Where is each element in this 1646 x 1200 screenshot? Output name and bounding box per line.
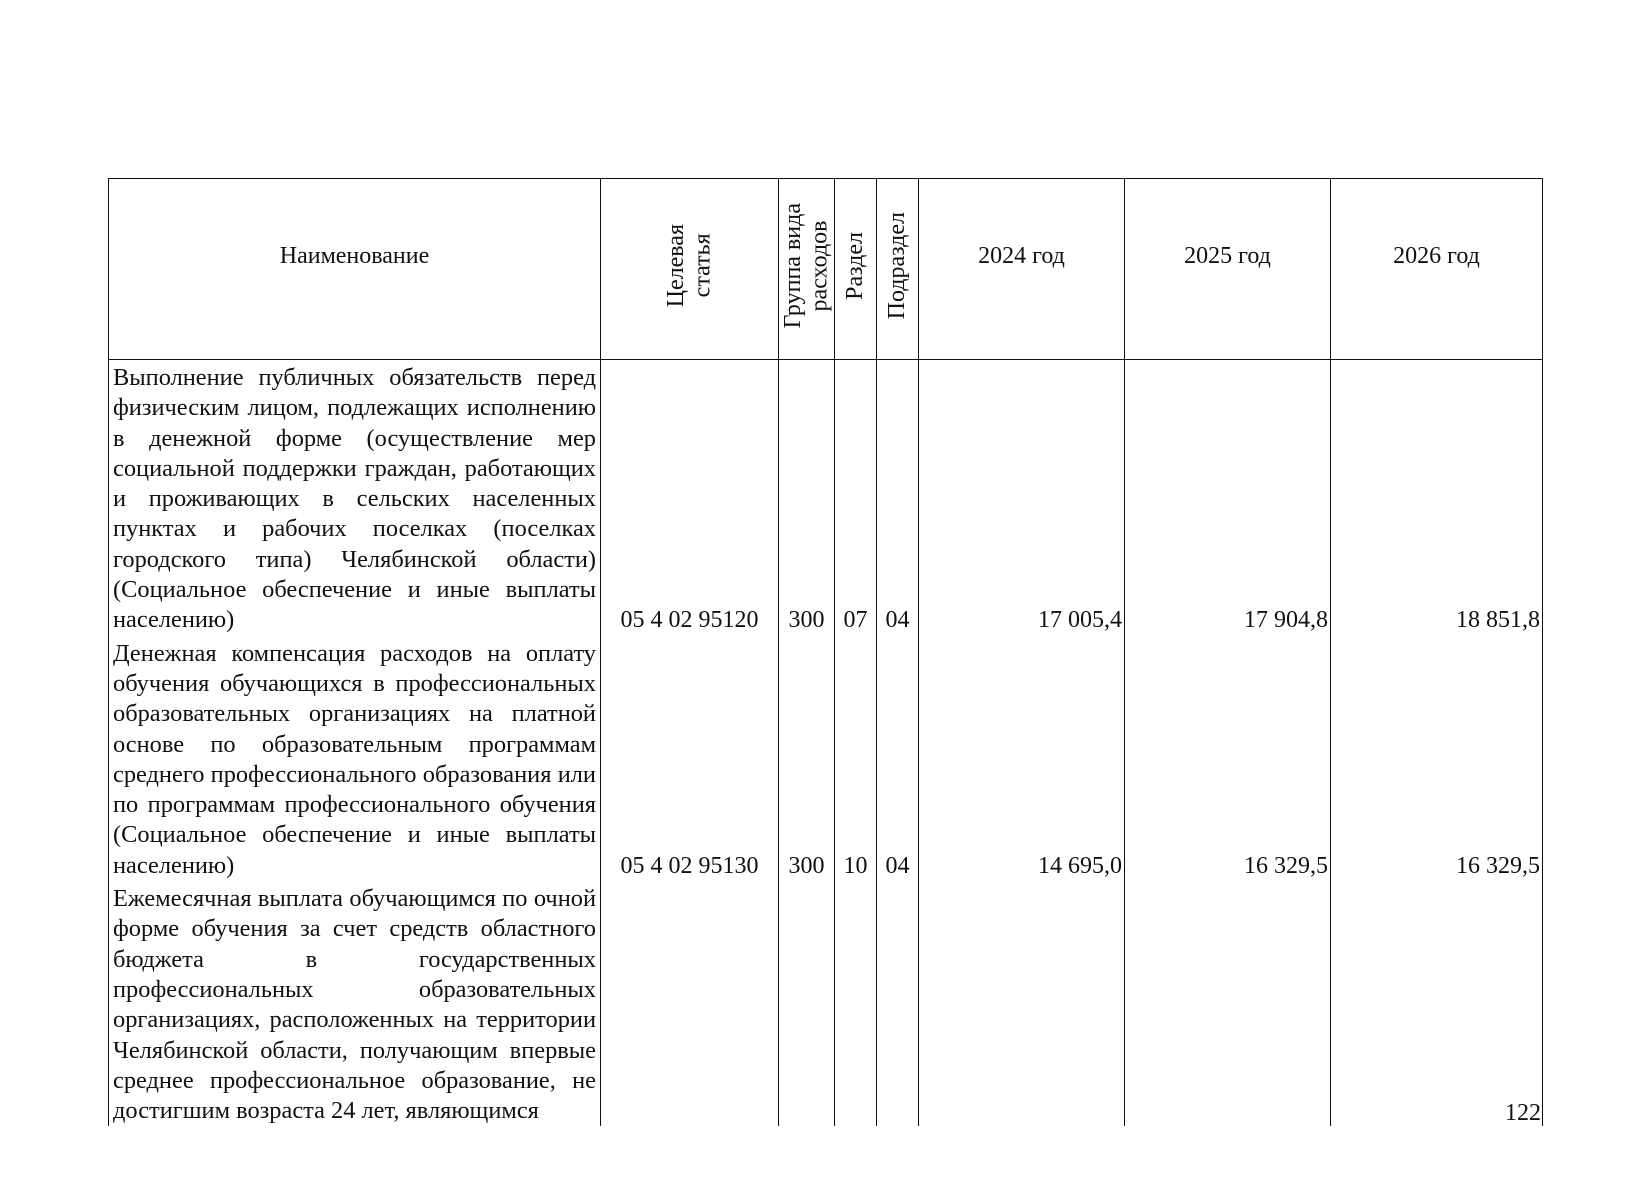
row-section (835, 881, 877, 1126)
table-row (109, 636, 1543, 881)
header-year-2025: 2025 год (1125, 179, 1331, 360)
row-subsection: 04 (877, 360, 919, 636)
row-subsection (877, 881, 919, 1126)
row-value-2026: 18 851,8 (1331, 360, 1543, 636)
table-row (109, 360, 1543, 636)
row-group (779, 881, 835, 1126)
header-year-2026: 2026 год (1331, 179, 1543, 360)
table-header-row (109, 179, 1543, 360)
row-name: Денежная компенсация расходов на оплату обучения обучающихся в профессиональных образовательных организациях на платной основе по образовательным программам среднего профессионального образования или по программам профессионального обучения (Социальное обеспечение и иные выплаты населению) (109, 636, 601, 881)
row-value-2025: 17 904,8 (1125, 360, 1331, 636)
row-value-2025 (1125, 881, 1331, 1126)
header-section: Раздел (835, 179, 877, 360)
row-value-2025: 16 329,5 (1125, 636, 1331, 881)
row-name: Ежемесячная выплата обучающимся по очной форме обучения за счет средств областного бюджета в государственных профессиональных образовательных организациях, расположенных на территории Челябинской области, получающим впервые среднее профессиональное образование, не достигшим возраста 24 лет, являющимся (109, 881, 601, 1126)
row-subsection: 04 (877, 636, 919, 881)
row-group: 300 (779, 636, 835, 881)
header-target-article: Целевая статья (601, 179, 779, 360)
row-target (601, 881, 779, 1126)
page-number: 122 (1505, 1100, 1541, 1126)
row-name: Выполнение публичных обязательств перед физическим лицом, подлежащих исполнению в денежной форме (осуществление мер социальной поддержки граждан, работающих и проживающих в сельских населенных пунктах и рабочих поселках (поселках городского типа) Челябинской области) (Социальное обеспечение и иные выплаты населению) (109, 360, 601, 636)
row-value-2024: 14 695,0 (919, 636, 1125, 881)
row-section: 10 (835, 636, 877, 881)
row-value-2026: 16 329,5 (1331, 636, 1543, 881)
table-row (109, 881, 1543, 1126)
header-subsection: Подраздел (877, 179, 919, 360)
row-section: 07 (835, 360, 877, 636)
row-value-2024: 17 005,4 (919, 360, 1125, 636)
row-target: 05 4 02 95130 (601, 636, 779, 881)
header-name: Наименование (109, 179, 601, 360)
header-year-2024: 2024 год (919, 179, 1125, 360)
header-expense-group: Группа вида расходов (779, 179, 835, 360)
row-value-2024 (919, 881, 1125, 1126)
budget-table (108, 178, 1543, 1126)
row-group: 300 (779, 360, 835, 636)
row-target: 05 4 02 95120 (601, 360, 779, 636)
row-value-2026 (1331, 881, 1543, 1126)
